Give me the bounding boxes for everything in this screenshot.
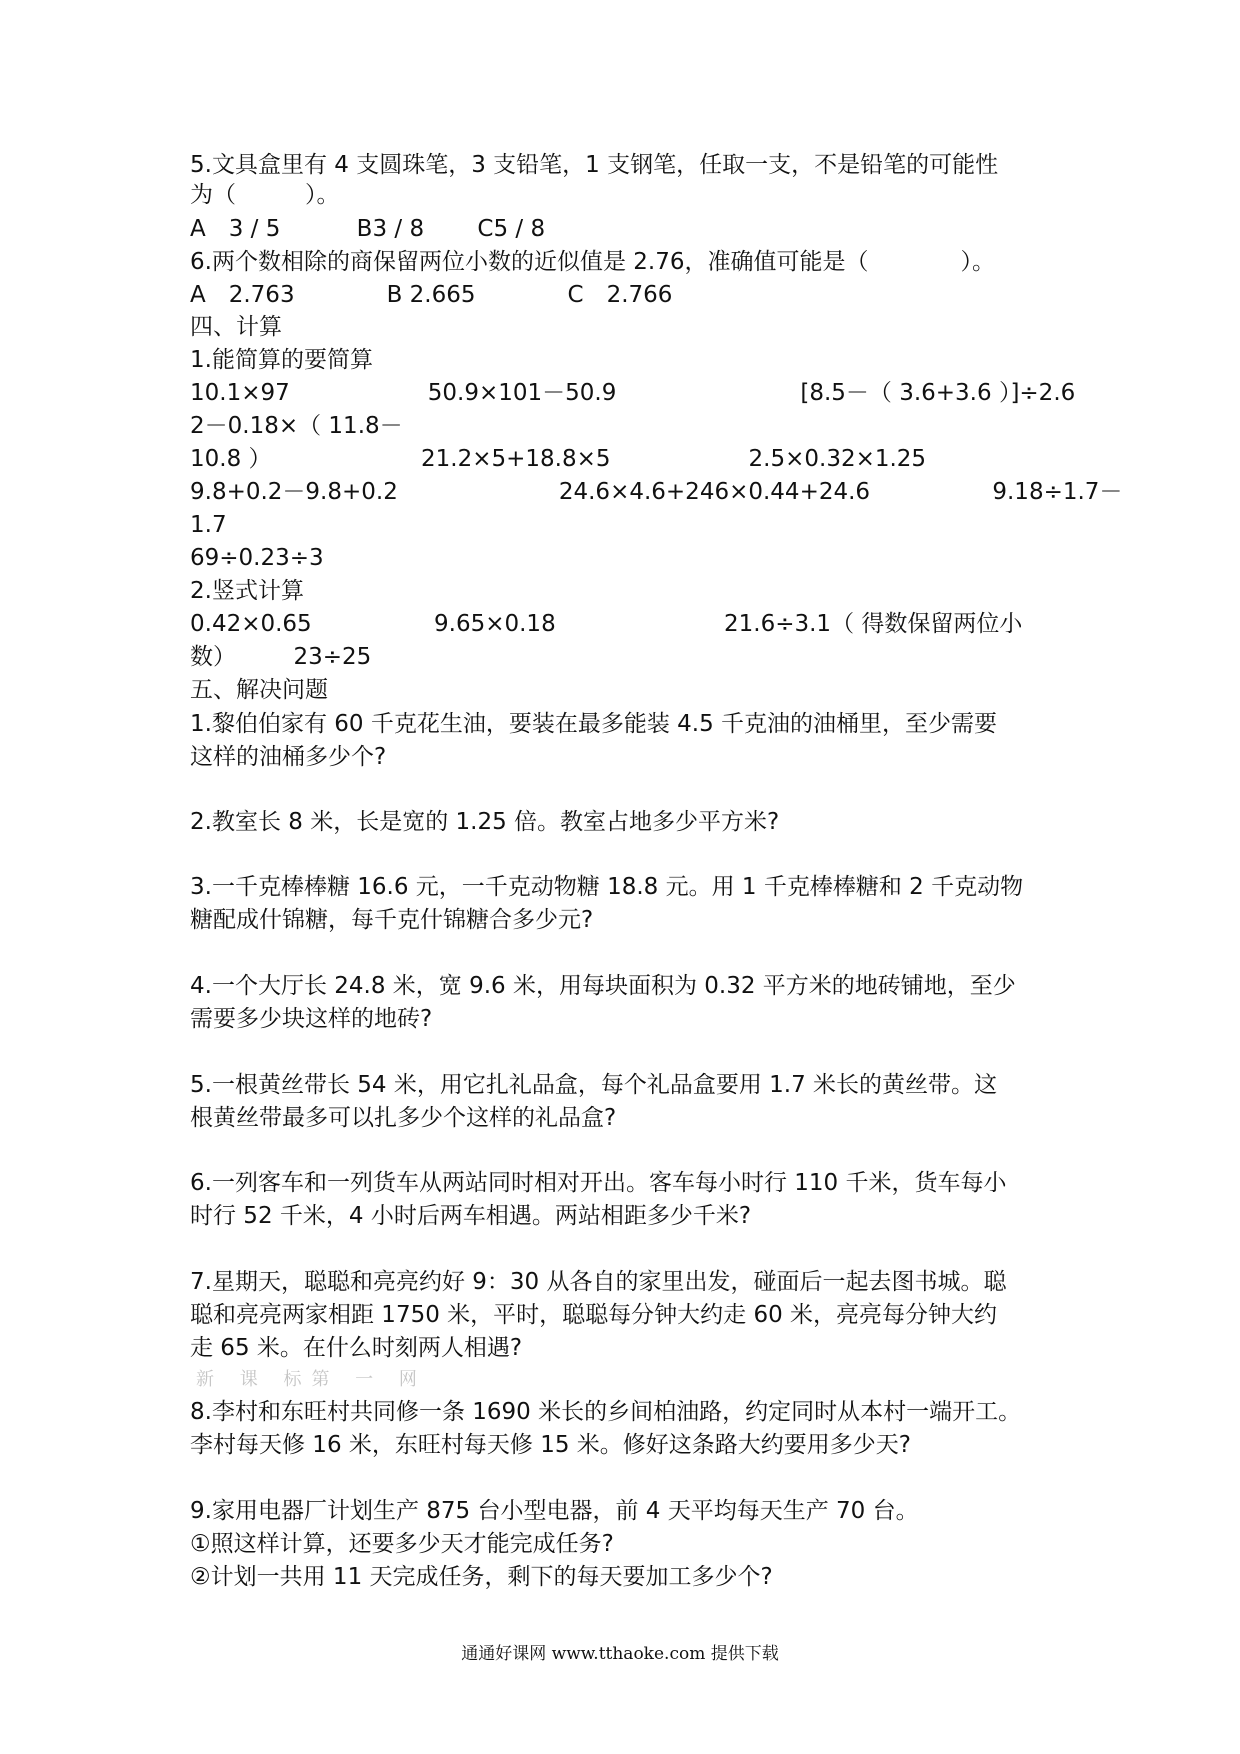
text-line: 为（ ）。 (190, 182, 340, 208)
text-line: 李村每天修 16 米，东旺村每天修 15 米。修好这条路大约要用多少天? (190, 1432, 911, 1458)
text-line: 5.文具盒里有 4 支圆珠笔，3 支铅笔，1 支钢笔，任取一支，不是铅笔的可能性 (190, 152, 999, 178)
text-line: 3.一千克棒棒糖 16.6 元，一千克动物糖 18.8 元。用 1 千克棒棒糖和 2 千克动物 (190, 874, 1024, 900)
text-line: 糖配成什锦糖，每千克什锦糖合多少元? (190, 907, 594, 933)
text-line: A 2.763 B 2.665 C 2.766 (190, 282, 673, 308)
text-line: 2.教室长 8 米，长是宽的 1.25 倍。教室占地多少平方米? (190, 809, 780, 835)
text-line: 根黄丝带最多可以扎多少个这样的礼品盒? (190, 1105, 617, 1131)
watermark-text: 新 课 标第 一 网 (196, 1369, 427, 1390)
text-line: 数） 23÷25 (190, 644, 372, 670)
text-line: A 3 / 5 B3 / 8 C5 / 8 (190, 216, 546, 242)
text-line: 聪和亮亮两家相距 1750 米，平时，聪聪每分钟大约走 60 米，亮亮每分钟大约 (190, 1302, 998, 1328)
text-line: ①照这样计算，还要多少天才能完成任务? (190, 1531, 614, 1557)
section-heading: 五、解决问题 (190, 677, 328, 703)
text-line: 2－0.18×（ 11.8－ (190, 413, 403, 439)
text-line: 6.一列客车和一列货车从两站同时相对开出。客车每小时行 110 千米，货车每小 (190, 1170, 1007, 1196)
text-line: 1.7 (190, 512, 227, 538)
text-line: 7.星期天，聪聪和亮亮约好 9：30 从各自的家里出发，碰面后一起去图书城。聪 (190, 1269, 1007, 1295)
text-line: 10.1×97 50.9×101－50.9 [8.5－（ 3.6+3.6 ）]÷2.6 (190, 380, 1076, 406)
text-line: 8.李村和东旺村共同修一条 1690 米长的乡间柏油路，约定同时从本村一端开工。 (190, 1399, 1022, 1425)
section-heading: 四、计算 (190, 314, 282, 340)
text-line: 9.8+0.2－9.8+0.2 24.6×4.6+246×0.44+24.6 9.18÷1.7－ (190, 479, 1123, 505)
text-line: 时行 52 千米，4 小时后两车相遇。两站相距多少千米? (190, 1203, 752, 1229)
text-line: 4.一个大厅长 24.8 米，宽 9.6 米，用每块面积为 0.32 平方米的地砖铺地，至少 (190, 973, 1016, 999)
text-line: 9.家用电器厂计划生产 875 台小型电器，前 4 天平均每天生产 70 台。 (190, 1498, 919, 1524)
text-line: 需要多少块这样的地砖? (190, 1006, 433, 1032)
text-line: 1.能简算的要简算 (190, 347, 373, 373)
text-line: ②计划一共用 11 天完成任务，剩下的每天要加工多少个? (190, 1564, 773, 1590)
text-line: 1.黎伯伯家有 60 千克花生油，要装在最多能装 4.5 千克油的油桶里，至少需要 (190, 711, 998, 737)
page-footer: 通通好课网 www.tthaoke.com 提供下载 (461, 1644, 779, 1664)
text-line: 0.42×0.65 9.65×0.18 21.6÷3.1（ 得数保留两位小 (190, 611, 1023, 637)
text-line: 6.两个数相除的商保留两位小数的近似值是 2.76，准确值可能是（ ）。 (190, 249, 995, 275)
text-line: 5.一根黄丝带长 54 米，用它扎礼品盒，每个礼品盒要用 1.7 米长的黄丝带。这 (190, 1072, 998, 1098)
text-line: 这样的油桶多少个? (190, 744, 387, 770)
text-line: 走 65 米。在什么时刻两人相遇? (190, 1335, 523, 1361)
text-line: 10.8 ） 21.2×5+18.8×5 2.5×0.32×1.25 (190, 446, 927, 472)
text-line: 69÷0.23÷3 (190, 545, 324, 571)
text-line: 2.竖式计算 (190, 578, 304, 604)
